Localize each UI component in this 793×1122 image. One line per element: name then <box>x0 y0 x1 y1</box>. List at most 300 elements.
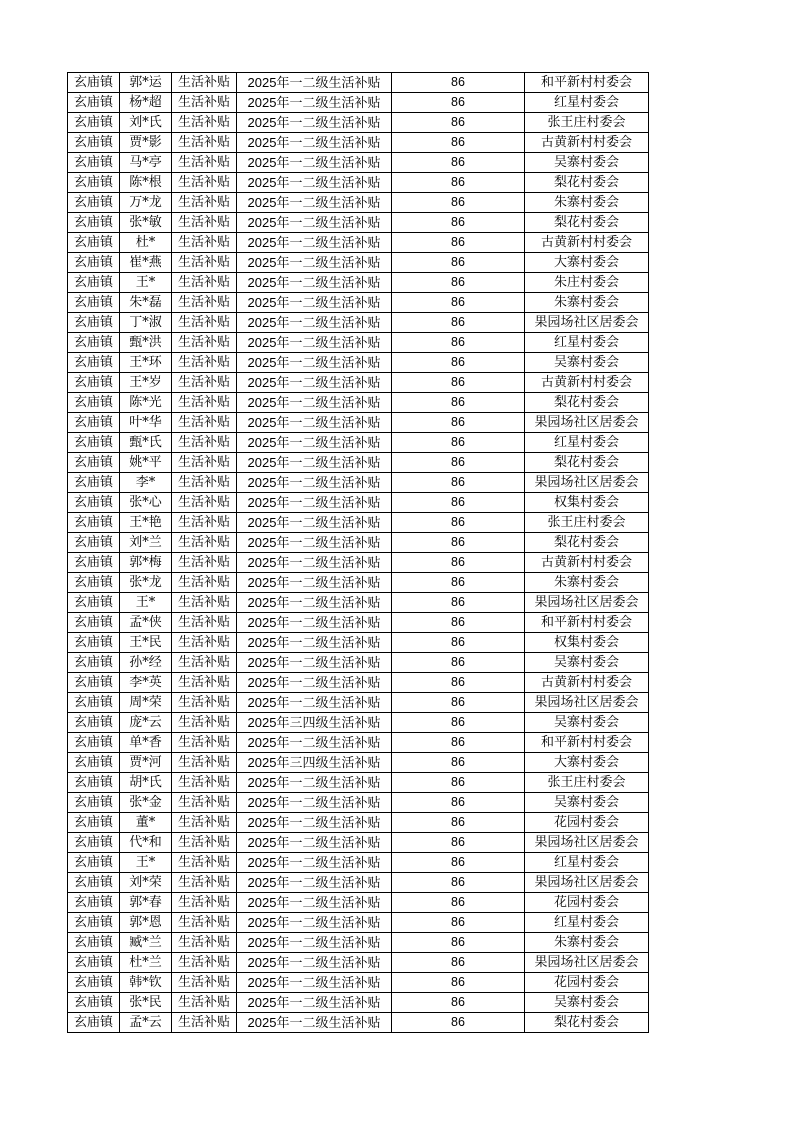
subsidy-type-cell: 生活补贴 <box>172 413 237 433</box>
amount-cell: 86 <box>392 973 525 993</box>
town-cell: 玄庙镇 <box>68 513 120 533</box>
name-cell: 丁*淑 <box>120 313 172 333</box>
subsidy-type-cell: 生活补贴 <box>172 293 237 313</box>
subsidy-item-cell: 2025年一二级生活补贴 <box>237 393 392 413</box>
name-cell: 董* <box>120 813 172 833</box>
village-cell: 花园村委会 <box>525 973 649 993</box>
name-cell: 甄*氏 <box>120 433 172 453</box>
village-cell: 古黄新村村委会 <box>525 233 649 253</box>
subsidy-item-cell: 2025年一二级生活补贴 <box>237 633 392 653</box>
subsidy-item-cell: 2025年一二级生活补贴 <box>237 153 392 173</box>
subsidy-type-cell: 生活补贴 <box>172 773 237 793</box>
subsidy-type-cell: 生活补贴 <box>172 613 237 633</box>
subsidy-item-cell: 2025年一二级生活补贴 <box>237 233 392 253</box>
amount-cell: 86 <box>392 153 525 173</box>
table-row <box>68 693 649 713</box>
subsidy-type-cell: 生活补贴 <box>172 73 237 93</box>
table-row <box>68 533 649 553</box>
subsidy-item-cell: 2025年一二级生活补贴 <box>237 793 392 813</box>
amount-cell: 86 <box>392 473 525 493</box>
name-cell: 崔*燕 <box>120 253 172 273</box>
name-cell: 郭*梅 <box>120 553 172 573</box>
subsidy-type-cell: 生活补贴 <box>172 913 237 933</box>
subsidy-item-cell: 2025年一二级生活补贴 <box>237 353 392 373</box>
town-cell: 玄庙镇 <box>68 613 120 633</box>
town-cell: 玄庙镇 <box>68 133 120 153</box>
table-row <box>68 873 649 893</box>
village-cell: 权集村委会 <box>525 633 649 653</box>
town-cell: 玄庙镇 <box>68 353 120 373</box>
town-cell: 玄庙镇 <box>68 233 120 253</box>
table-row <box>68 453 649 473</box>
subsidy-item-cell: 2025年一二级生活补贴 <box>237 533 392 553</box>
village-cell: 梨花村委会 <box>525 393 649 413</box>
village-cell: 吴寨村委会 <box>525 653 649 673</box>
name-cell: 杨*超 <box>120 93 172 113</box>
subsidy-type-cell: 生活补贴 <box>172 493 237 513</box>
amount-cell: 86 <box>392 213 525 233</box>
town-cell: 玄庙镇 <box>68 153 120 173</box>
village-cell: 吴寨村委会 <box>525 153 649 173</box>
amount-cell: 86 <box>392 433 525 453</box>
village-cell: 红星村委会 <box>525 853 649 873</box>
amount-cell: 86 <box>392 333 525 353</box>
subsidy-table <box>67 72 649 1033</box>
amount-cell: 86 <box>392 833 525 853</box>
village-cell: 梨花村委会 <box>525 213 649 233</box>
subsidy-type-cell: 生活补贴 <box>172 973 237 993</box>
table-row <box>68 593 649 613</box>
name-cell: 王*环 <box>120 353 172 373</box>
amount-cell: 86 <box>392 753 525 773</box>
subsidy-type-cell: 生活补贴 <box>172 713 237 733</box>
subsidy-item-cell: 2025年一二级生活补贴 <box>237 293 392 313</box>
name-cell: 陈*光 <box>120 393 172 413</box>
table-row <box>68 253 649 273</box>
table-row <box>68 193 649 213</box>
amount-cell: 86 <box>392 933 525 953</box>
table-row <box>68 773 649 793</box>
town-cell: 玄庙镇 <box>68 933 120 953</box>
town-cell: 玄庙镇 <box>68 773 120 793</box>
amount-cell: 86 <box>392 133 525 153</box>
name-cell: 贾*影 <box>120 133 172 153</box>
table-row <box>68 813 649 833</box>
table-row <box>68 213 649 233</box>
table-row <box>68 993 649 1013</box>
village-cell: 朱寨村委会 <box>525 293 649 313</box>
amount-cell: 86 <box>392 293 525 313</box>
village-cell: 吴寨村委会 <box>525 713 649 733</box>
subsidy-type-cell: 生活补贴 <box>172 153 237 173</box>
town-cell: 玄庙镇 <box>68 193 120 213</box>
village-cell: 果园场社区居委会 <box>525 873 649 893</box>
amount-cell: 86 <box>392 553 525 573</box>
subsidy-type-cell: 生活补贴 <box>172 833 237 853</box>
table-row <box>68 373 649 393</box>
name-cell: 刘*荣 <box>120 873 172 893</box>
village-cell: 梨花村委会 <box>525 1013 649 1033</box>
town-cell: 玄庙镇 <box>68 853 120 873</box>
subsidy-type-cell: 生活补贴 <box>172 893 237 913</box>
name-cell: 张*龙 <box>120 573 172 593</box>
subsidy-item-cell: 2025年一二级生活补贴 <box>237 273 392 293</box>
town-cell: 玄庙镇 <box>68 333 120 353</box>
table-row <box>68 113 649 133</box>
subsidy-item-cell: 2025年一二级生活补贴 <box>237 413 392 433</box>
town-cell: 玄庙镇 <box>68 73 120 93</box>
subsidy-type-cell: 生活补贴 <box>172 113 237 133</box>
village-cell: 大寨村委会 <box>525 753 649 773</box>
town-cell: 玄庙镇 <box>68 293 120 313</box>
village-cell: 果园场社区居委会 <box>525 473 649 493</box>
name-cell: 张*敏 <box>120 213 172 233</box>
town-cell: 玄庙镇 <box>68 633 120 653</box>
name-cell: 万*龙 <box>120 193 172 213</box>
subsidy-type-cell: 生活补贴 <box>172 733 237 753</box>
subsidy-item-cell: 2025年一二级生活补贴 <box>237 813 392 833</box>
town-cell: 玄庙镇 <box>68 713 120 733</box>
table-row <box>68 933 649 953</box>
table-row <box>68 413 649 433</box>
subsidy-item-cell: 2025年一二级生活补贴 <box>237 573 392 593</box>
village-cell: 朱寨村委会 <box>525 193 649 213</box>
subsidy-type-cell: 生活补贴 <box>172 333 237 353</box>
name-cell: 郭*春 <box>120 893 172 913</box>
amount-cell: 86 <box>392 73 525 93</box>
subsidy-item-cell: 2025年一二级生活补贴 <box>237 93 392 113</box>
village-cell: 果园场社区居委会 <box>525 413 649 433</box>
village-cell: 朱庄村委会 <box>525 273 649 293</box>
town-cell: 玄庙镇 <box>68 373 120 393</box>
village-cell: 张王庄村委会 <box>525 513 649 533</box>
subsidy-type-cell: 生活补贴 <box>172 1013 237 1033</box>
subsidy-type-cell: 生活补贴 <box>172 933 237 953</box>
table-row <box>68 293 649 313</box>
village-cell: 张王庄村委会 <box>525 113 649 133</box>
subsidy-type-cell: 生活补贴 <box>172 673 237 693</box>
table-row <box>68 313 649 333</box>
subsidy-item-cell: 2025年一二级生活补贴 <box>237 593 392 613</box>
subsidy-item-cell: 2025年一二级生活补贴 <box>237 853 392 873</box>
name-cell: 张*心 <box>120 493 172 513</box>
amount-cell: 86 <box>392 893 525 913</box>
subsidy-item-cell: 2025年一二级生活补贴 <box>237 333 392 353</box>
name-cell: 孟*云 <box>120 1013 172 1033</box>
amount-cell: 86 <box>392 113 525 133</box>
table-row <box>68 493 649 513</box>
name-cell: 胡*氏 <box>120 773 172 793</box>
amount-cell: 86 <box>392 1013 525 1033</box>
village-cell: 朱寨村委会 <box>525 573 649 593</box>
subsidy-item-cell: 2025年一二级生活补贴 <box>237 493 392 513</box>
subsidy-type-cell: 生活补贴 <box>172 233 237 253</box>
name-cell: 刘*氏 <box>120 113 172 133</box>
table-row <box>68 353 649 373</box>
town-cell: 玄庙镇 <box>68 533 120 553</box>
subsidy-item-cell: 2025年一二级生活补贴 <box>237 733 392 753</box>
subsidy-type-cell: 生活补贴 <box>172 753 237 773</box>
town-cell: 玄庙镇 <box>68 693 120 713</box>
subsidy-type-cell: 生活补贴 <box>172 253 237 273</box>
subsidy-item-cell: 2025年一二级生活补贴 <box>237 833 392 853</box>
subsidy-item-cell: 2025年一二级生活补贴 <box>237 693 392 713</box>
town-cell: 玄庙镇 <box>68 993 120 1013</box>
amount-cell: 86 <box>392 413 525 433</box>
amount-cell: 86 <box>392 273 525 293</box>
subsidy-type-cell: 生活补贴 <box>172 353 237 373</box>
amount-cell: 86 <box>392 193 525 213</box>
village-cell: 朱寨村委会 <box>525 933 649 953</box>
village-cell: 吴寨村委会 <box>525 793 649 813</box>
town-cell: 玄庙镇 <box>68 313 120 333</box>
name-cell: 张*金 <box>120 793 172 813</box>
village-cell: 梨花村委会 <box>525 453 649 473</box>
amount-cell: 86 <box>392 313 525 333</box>
subsidy-type-cell: 生活补贴 <box>172 473 237 493</box>
subsidy-type-cell: 生活补贴 <box>172 793 237 813</box>
amount-cell: 86 <box>392 353 525 373</box>
subsidy-type-cell: 生活补贴 <box>172 653 237 673</box>
name-cell: 王*岁 <box>120 373 172 393</box>
subsidy-type-cell: 生活补贴 <box>172 273 237 293</box>
town-cell: 玄庙镇 <box>68 593 120 613</box>
amount-cell: 86 <box>392 873 525 893</box>
subsidy-type-cell: 生活补贴 <box>172 533 237 553</box>
amount-cell: 86 <box>392 233 525 253</box>
table-body <box>68 73 649 1033</box>
town-cell: 玄庙镇 <box>68 113 120 133</box>
amount-cell: 86 <box>392 613 525 633</box>
table-row <box>68 473 649 493</box>
subsidy-type-cell: 生活补贴 <box>172 173 237 193</box>
subsidy-type-cell: 生活补贴 <box>172 433 237 453</box>
table-row <box>68 133 649 153</box>
town-cell: 玄庙镇 <box>68 573 120 593</box>
village-cell: 古黄新村村委会 <box>525 673 649 693</box>
subsidy-item-cell: 2025年一二级生活补贴 <box>237 433 392 453</box>
subsidy-type-cell: 生活补贴 <box>172 593 237 613</box>
village-cell: 梨花村委会 <box>525 173 649 193</box>
amount-cell: 86 <box>392 573 525 593</box>
subsidy-item-cell: 2025年一二级生活补贴 <box>237 253 392 273</box>
name-cell: 周*荣 <box>120 693 172 713</box>
village-cell: 吴寨村委会 <box>525 993 649 1013</box>
table-row <box>68 333 649 353</box>
name-cell: 叶*华 <box>120 413 172 433</box>
name-cell: 李* <box>120 473 172 493</box>
name-cell: 贾*河 <box>120 753 172 773</box>
town-cell: 玄庙镇 <box>68 213 120 233</box>
town-cell: 玄庙镇 <box>68 833 120 853</box>
subsidy-type-cell: 生活补贴 <box>172 573 237 593</box>
town-cell: 玄庙镇 <box>68 673 120 693</box>
amount-cell: 86 <box>392 653 525 673</box>
village-cell: 和平新村村委会 <box>525 73 649 93</box>
town-cell: 玄庙镇 <box>68 953 120 973</box>
village-cell: 大寨村委会 <box>525 253 649 273</box>
amount-cell: 86 <box>392 493 525 513</box>
name-cell: 马*亭 <box>120 153 172 173</box>
amount-cell: 86 <box>392 793 525 813</box>
village-cell: 古黄新村村委会 <box>525 133 649 153</box>
name-cell: 姚*平 <box>120 453 172 473</box>
table-row <box>68 613 649 633</box>
subsidy-type-cell: 生活补贴 <box>172 633 237 653</box>
town-cell: 玄庙镇 <box>68 973 120 993</box>
subsidy-item-cell: 2025年一二级生活补贴 <box>237 113 392 133</box>
subsidy-type-cell: 生活补贴 <box>172 93 237 113</box>
subsidy-item-cell: 2025年一二级生活补贴 <box>237 73 392 93</box>
subsidy-item-cell: 2025年一二级生活补贴 <box>237 933 392 953</box>
subsidy-type-cell: 生活补贴 <box>172 133 237 153</box>
village-cell: 果园场社区居委会 <box>525 833 649 853</box>
subsidy-item-cell: 2025年一二级生活补贴 <box>237 673 392 693</box>
name-cell: 郭*恩 <box>120 913 172 933</box>
village-cell: 果园场社区居委会 <box>525 593 649 613</box>
subsidy-type-cell: 生活补贴 <box>172 313 237 333</box>
subsidy-type-cell: 生活补贴 <box>172 373 237 393</box>
town-cell: 玄庙镇 <box>68 453 120 473</box>
subsidy-item-cell: 2025年一二级生活补贴 <box>237 193 392 213</box>
amount-cell: 86 <box>392 373 525 393</box>
subsidy-item-cell: 2025年一二级生活补贴 <box>237 213 392 233</box>
subsidy-type-cell: 生活补贴 <box>172 193 237 213</box>
town-cell: 玄庙镇 <box>68 273 120 293</box>
subsidy-item-cell: 2025年一二级生活补贴 <box>237 773 392 793</box>
table-row <box>68 73 649 93</box>
name-cell: 甄*洪 <box>120 333 172 353</box>
town-cell: 玄庙镇 <box>68 173 120 193</box>
village-cell: 和平新村村委会 <box>525 613 649 633</box>
table-row <box>68 733 649 753</box>
subsidy-item-cell: 2025年一二级生活补贴 <box>237 513 392 533</box>
amount-cell: 86 <box>392 393 525 413</box>
amount-cell: 86 <box>392 513 525 533</box>
subsidy-type-cell: 生活补贴 <box>172 393 237 413</box>
subsidy-item-cell: 2025年一二级生活补贴 <box>237 973 392 993</box>
amount-cell: 86 <box>392 593 525 613</box>
name-cell: 孟*侠 <box>120 613 172 633</box>
table-row <box>68 433 649 453</box>
table-row <box>68 153 649 173</box>
subsidy-type-cell: 生活补贴 <box>172 553 237 573</box>
town-cell: 玄庙镇 <box>68 253 120 273</box>
table-row <box>68 853 649 873</box>
amount-cell: 86 <box>392 93 525 113</box>
amount-cell: 86 <box>392 993 525 1013</box>
amount-cell: 86 <box>392 713 525 733</box>
town-cell: 玄庙镇 <box>68 793 120 813</box>
table-row <box>68 793 649 813</box>
town-cell: 玄庙镇 <box>68 753 120 773</box>
village-cell: 果园场社区居委会 <box>525 693 649 713</box>
name-cell: 韩*钦 <box>120 973 172 993</box>
town-cell: 玄庙镇 <box>68 473 120 493</box>
name-cell: 陈*根 <box>120 173 172 193</box>
table-row <box>68 93 649 113</box>
subsidy-item-cell: 2025年三四级生活补贴 <box>237 713 392 733</box>
village-cell: 张王庄村委会 <box>525 773 649 793</box>
name-cell: 庞*云 <box>120 713 172 733</box>
subsidy-type-cell: 生活补贴 <box>172 873 237 893</box>
table-row <box>68 953 649 973</box>
table-row <box>68 273 649 293</box>
amount-cell: 86 <box>392 913 525 933</box>
village-cell: 红星村委会 <box>525 93 649 113</box>
village-cell: 红星村委会 <box>525 433 649 453</box>
name-cell: 杜*兰 <box>120 953 172 973</box>
subsidy-item-cell: 2025年一二级生活补贴 <box>237 473 392 493</box>
name-cell: 朱*磊 <box>120 293 172 313</box>
subsidy-item-cell: 2025年一二级生活补贴 <box>237 653 392 673</box>
name-cell: 王* <box>120 853 172 873</box>
table-row <box>68 173 649 193</box>
subsidy-item-cell: 2025年一二级生活补贴 <box>237 1013 392 1033</box>
village-cell: 果园场社区居委会 <box>525 313 649 333</box>
table-row <box>68 833 649 853</box>
town-cell: 玄庙镇 <box>68 873 120 893</box>
subsidy-item-cell: 2025年一二级生活补贴 <box>237 953 392 973</box>
subsidy-item-cell: 2025年一二级生活补贴 <box>237 873 392 893</box>
amount-cell: 86 <box>392 453 525 473</box>
town-cell: 玄庙镇 <box>68 93 120 113</box>
town-cell: 玄庙镇 <box>68 653 120 673</box>
table-row <box>68 393 649 413</box>
table-row <box>68 633 649 653</box>
name-cell: 杜* <box>120 233 172 253</box>
amount-cell: 86 <box>392 733 525 753</box>
table-row <box>68 1013 649 1033</box>
subsidy-item-cell: 2025年一二级生活补贴 <box>237 913 392 933</box>
town-cell: 玄庙镇 <box>68 813 120 833</box>
amount-cell: 86 <box>392 673 525 693</box>
name-cell: 臧*兰 <box>120 933 172 953</box>
name-cell: 孙*经 <box>120 653 172 673</box>
village-cell: 花园村委会 <box>525 893 649 913</box>
name-cell: 单*香 <box>120 733 172 753</box>
town-cell: 玄庙镇 <box>68 733 120 753</box>
subsidy-item-cell: 2025年一二级生活补贴 <box>237 313 392 333</box>
table-row <box>68 573 649 593</box>
town-cell: 玄庙镇 <box>68 413 120 433</box>
table-row <box>68 973 649 993</box>
subsidy-item-cell: 2025年三四级生活补贴 <box>237 753 392 773</box>
amount-cell: 86 <box>392 633 525 653</box>
table-row <box>68 713 649 733</box>
town-cell: 玄庙镇 <box>68 1013 120 1033</box>
amount-cell: 86 <box>392 693 525 713</box>
table-row <box>68 893 649 913</box>
name-cell: 王*民 <box>120 633 172 653</box>
name-cell: 郭*运 <box>120 73 172 93</box>
table-row <box>68 233 649 253</box>
town-cell: 玄庙镇 <box>68 553 120 573</box>
name-cell: 代*和 <box>120 833 172 853</box>
table-row <box>68 753 649 773</box>
subsidy-type-cell: 生活补贴 <box>172 693 237 713</box>
table-row <box>68 913 649 933</box>
village-cell: 果园场社区居委会 <box>525 953 649 973</box>
town-cell: 玄庙镇 <box>68 493 120 513</box>
table-row <box>68 513 649 533</box>
village-cell: 和平新村村委会 <box>525 733 649 753</box>
table-row <box>68 553 649 573</box>
amount-cell: 86 <box>392 773 525 793</box>
subsidy-item-cell: 2025年一二级生活补贴 <box>237 993 392 1013</box>
amount-cell: 86 <box>392 173 525 193</box>
town-cell: 玄庙镇 <box>68 913 120 933</box>
